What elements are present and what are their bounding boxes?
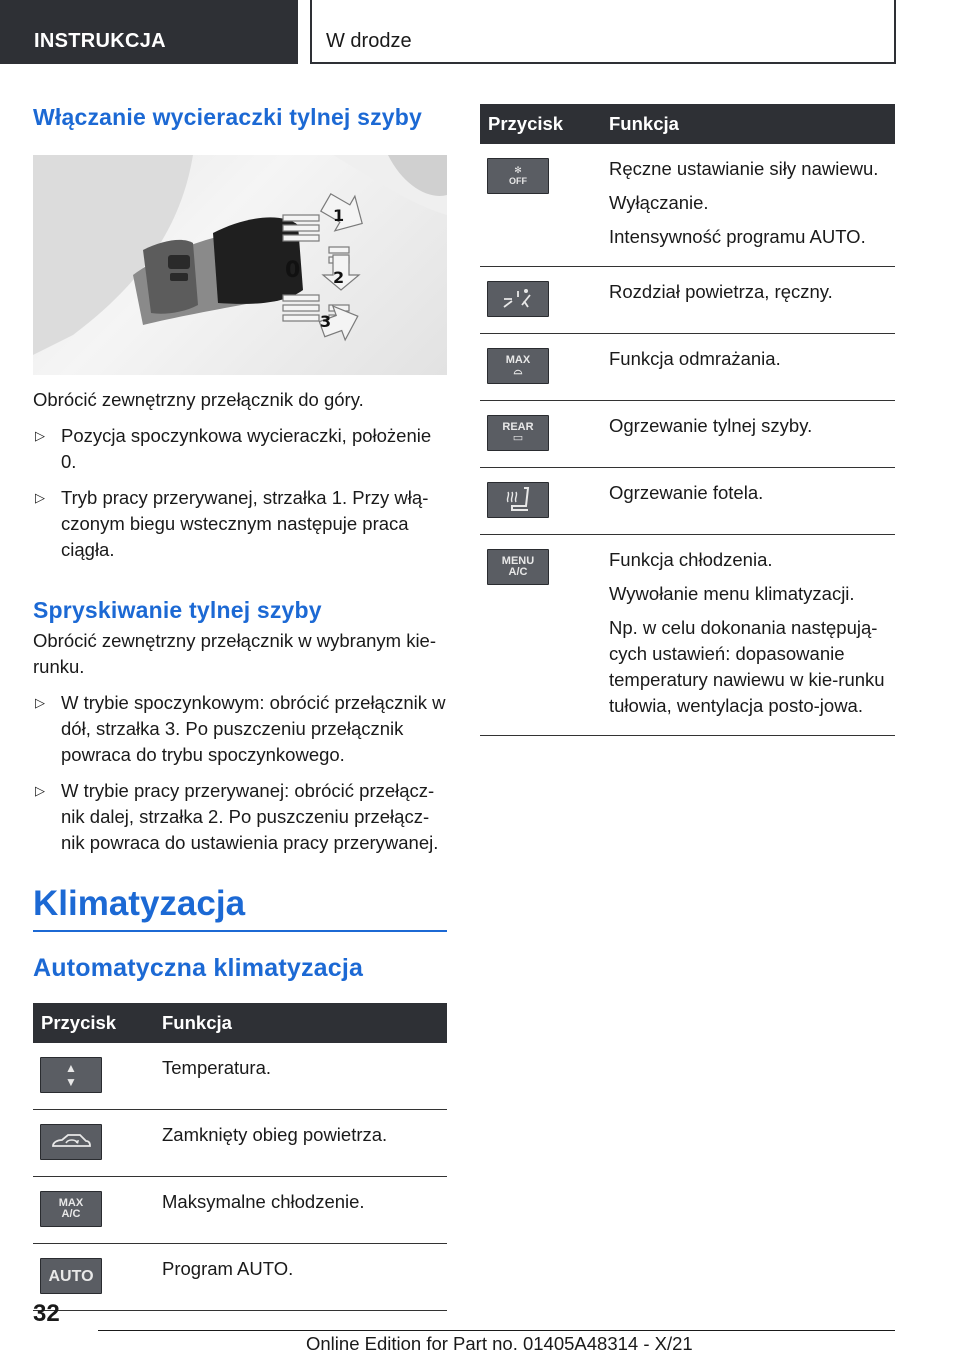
table-row: REAR ▭ Ogrzewanie tylnej szyby. — [480, 401, 895, 468]
menu-ac-icon: MENU A/C — [487, 549, 549, 585]
table-row: AUTO Program AUTO. — [33, 1244, 447, 1311]
table-row: Rozdział powietrza, ręczny. — [480, 267, 895, 334]
column-header-function: Funkcja — [162, 1003, 447, 1043]
seat-heating-icon — [487, 482, 549, 518]
table-row: MAX ⌓ Funkcja odmrażania. — [480, 334, 895, 401]
edition-note: Online Edition for Part no. 01405A48314 - X/21 — [306, 1333, 693, 1354]
rear-washer-intro: Obrócić zewnętrzny przełącznik w wybranym kie-runku. — [33, 630, 437, 677]
table-row: ▲ ▼ Temperatura. — [33, 1043, 447, 1110]
footer-divider — [98, 1330, 895, 1331]
triangle-bullet-icon: ▷ — [35, 695, 45, 710]
rear-defrost-icon: REAR ▭ — [487, 415, 549, 451]
table-row: Zamknięty obieg powietrza. — [33, 1110, 447, 1177]
climate-title: Klimatyzacja — [33, 884, 447, 932]
list-item: ▷ W trybie spoczynkowym: obrócić przełącznik w dół, strzałka 3. Po puszczeniu przełącznik powraca do trybu spoczynkowego. — [35, 692, 446, 765]
page-header — [0, 0, 960, 66]
table-row: Ogrzewanie fotela. — [480, 468, 895, 535]
wiper-stalk-illustration — [33, 155, 447, 375]
column-header-button: Przycisk — [33, 1003, 162, 1043]
auto-icon: AUTO — [40, 1258, 102, 1294]
recirculation-car-icon — [40, 1124, 102, 1160]
wiper-stalk-photo — [33, 155, 447, 375]
figure-label-0: 0 — [285, 258, 301, 283]
auto-climate-title: Automatyczna klimatyzacja — [33, 954, 364, 982]
table-row: ✻ OFF Ręczne ustawianie siły nawiewu. Wyłączanie. Intensywność programu AUTO. — [480, 144, 895, 267]
list-item: ▷ Pozycja spoczynkowa wycieraczki, położenie 0. — [35, 425, 432, 472]
rear-wiper-title: Włączanie wycieraczki tylnej szyby — [33, 104, 423, 130]
rear-wiper-list — [33, 423, 447, 563]
triangle-bullet-icon: ▷ — [35, 428, 45, 443]
column-header-function: Funkcja — [609, 104, 895, 144]
left-column — [33, 100, 447, 1311]
list-item: ▷ Tryb pracy przerywanej, strzałka 1. Przy włą-czonym biegu wstecznym następuje praca ciągła. — [35, 487, 429, 560]
climate-table-right — [480, 104, 895, 736]
max-ac-icon: MAX A/C — [40, 1191, 102, 1227]
list-item: ▷ W trybie pracy przerywanej: obrócić przełącz-nik dalej, strzałka 2. Po puszczeniu przełącz-nik powraca do ustawienia pracy przerywanej. — [35, 780, 439, 853]
chapter-tab: W drodze — [310, 0, 896, 64]
triangle-bullet-icon: ▷ — [35, 490, 45, 505]
table-header-row — [33, 1003, 447, 1043]
table-row: MAX A/C Maksymalne chłodzenie. — [33, 1177, 447, 1244]
page-number: 32 — [33, 1300, 60, 1327]
table-row: MENU A/C Funkcja chłodzenia. Wywołanie menu klimatyzacji. Np. w celu dokonania następują-cych ustawień: dopasowanie temperatury nawiewu w kie-runku tułowia, wentylacja posto-jowa. — [480, 535, 895, 736]
triangle-bullet-icon: ▷ — [35, 783, 45, 798]
fan-off-icon: ✻ OFF — [487, 158, 549, 194]
column-header-button: Przycisk — [480, 104, 609, 144]
table-header-row — [480, 104, 895, 144]
rear-wiper-intro: Obrócić zewnętrzny przełącznik do góry. — [33, 389, 364, 410]
rear-washer-list — [33, 690, 447, 856]
rear-washer-title: Spryskiwanie tylnej szyby — [33, 597, 322, 623]
air-distribution-icon — [487, 281, 549, 317]
figure-label-2: 2 — [333, 268, 345, 287]
max-defrost-icon: MAX ⌓ — [487, 348, 549, 384]
section-tab: INSTRUKCJA — [0, 0, 298, 64]
climate-table-left — [33, 1003, 447, 1311]
figure-label-3: 3 — [320, 312, 332, 331]
figure-label-1: 1 — [333, 206, 345, 225]
right-column — [480, 104, 895, 736]
temperature-arrows-icon: ▲ ▼ — [40, 1057, 102, 1093]
